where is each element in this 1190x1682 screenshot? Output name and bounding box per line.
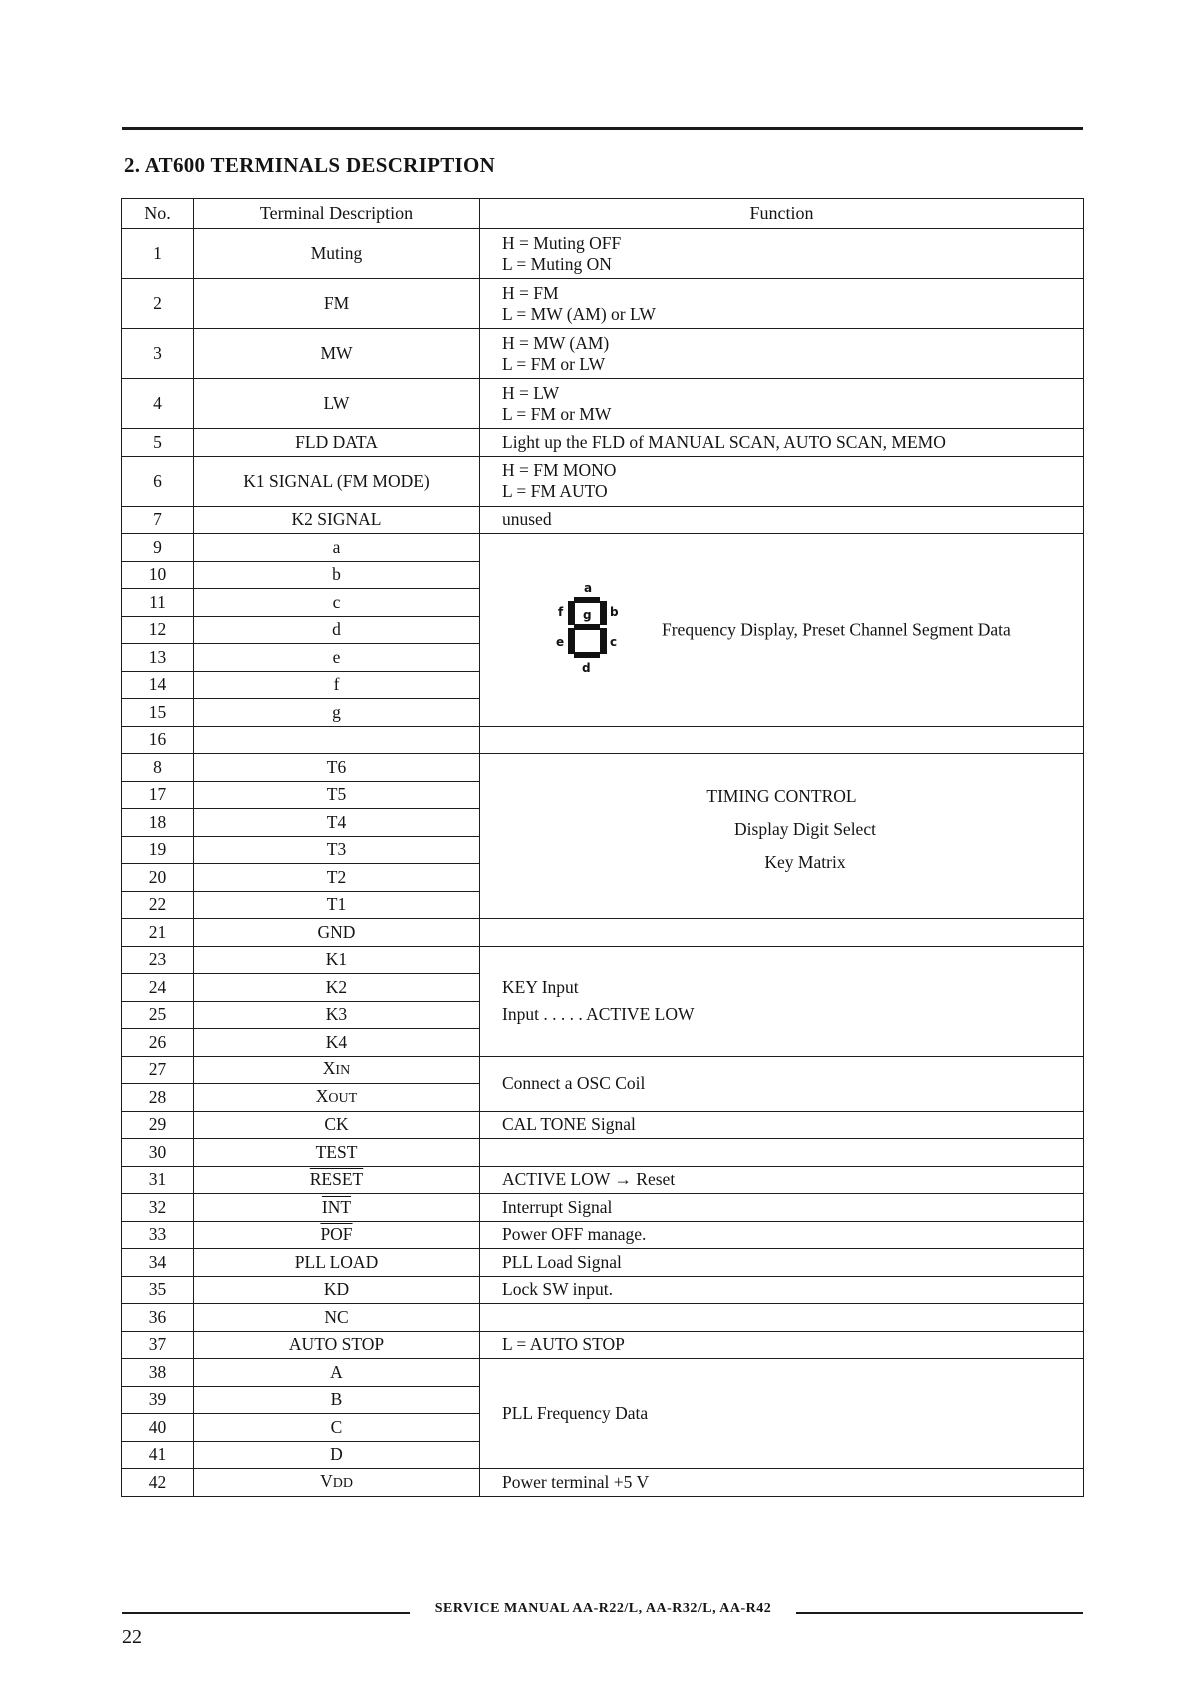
terminal-function: Connect a OSC Coil [480,1056,1084,1111]
terminal-description: FM [194,279,480,329]
terminal-no: 22 [122,891,194,919]
table-row [122,534,1084,562]
footer-rule-left [122,1612,410,1614]
terminal-function: L = AUTO STOP [480,1331,1084,1359]
table-row [122,1304,1084,1332]
terminal-description: B [194,1386,480,1414]
terminal-no: 21 [122,919,194,947]
segment-label-e: e [556,634,565,649]
terminal-function [480,919,1084,947]
function-line: H = FM [502,282,559,303]
table-row [122,456,1084,506]
seven-segment-diagram [540,580,640,680]
terminal-no: 36 [122,1304,194,1332]
terminal-description: KD [194,1276,480,1304]
terminal-no: 37 [122,1331,194,1359]
desc-sub: DD [332,1475,353,1491]
terminal-description: LW [194,379,480,429]
desc-sub: OUT [328,1090,358,1106]
function-line: H = LW [502,382,560,403]
terminal-no: 30 [122,1139,194,1167]
function-line: H = MW (AM) [502,332,610,353]
terminal-no: 26 [122,1029,194,1057]
table-row [122,754,1084,782]
segment-function-cell [480,534,1084,727]
function-line: H = FM MONO [502,460,617,480]
terminal-function: Power OFF manage. [480,1221,1084,1249]
terminal-no: 24 [122,974,194,1002]
footer-rule-right [796,1612,1083,1614]
segment-label-d: d [582,660,591,675]
seven-segment-icon [540,580,640,680]
function-line: L = FM or LW [502,353,606,374]
terminal-no: 34 [122,1249,194,1277]
overlined-description: $\overline{INT}$ [321,1196,352,1217]
terminal-description: c [194,589,480,617]
table-row [122,1111,1084,1139]
terminal-function: unused [480,506,1084,534]
terminal-function: Lock SW input. [480,1276,1084,1304]
terminal-no: 38 [122,1359,194,1387]
terminal-description: K1 SIGNAL (FM MODE) [194,456,480,506]
terminal-function [480,456,1084,506]
terminal-function [480,1139,1084,1167]
table-row [122,1194,1084,1222]
desc-sub: IN [335,1063,351,1079]
desc-main: X [315,1085,329,1106]
terminal-function: Light up the FLD of MANUAL SCAN, AUTO SCAN, MEMO [480,429,1084,457]
table-row [122,1139,1084,1167]
terminal-description [194,1084,480,1112]
terminal-no: 16 [122,726,194,754]
terminal-no: 27 [122,1056,194,1084]
terminal-description: CK [194,1111,480,1139]
terminal-no: 14 [122,671,194,699]
timing-title: TIMING CONTROL [706,786,857,806]
terminal-no: 7 [122,506,194,534]
terminal-function: CAL TONE Signal [480,1111,1084,1139]
terminal-no: 15 [122,699,194,727]
timing-function-cell [480,754,1084,919]
table-row [122,726,1084,754]
terminal-function [480,379,1084,429]
table-row [122,279,1084,329]
terminal-function: Power terminal +5 V [480,1469,1084,1497]
table-row [122,429,1084,457]
table-row [122,229,1084,279]
table-row [122,1331,1084,1359]
terminal-no: 19 [122,836,194,864]
terminal-description: f [194,671,480,699]
table-row [122,506,1084,534]
terminal-description: D [194,1441,480,1469]
function-line: L = MW (AM) or LW [502,303,656,324]
terminal-description: T5 [194,781,480,809]
terminal-no: 31 [122,1166,194,1194]
terminal-description: T6 [194,754,480,782]
terminal-description [194,1166,480,1194]
terminal-no: 40 [122,1414,194,1442]
overlined-description: $\overline{POF}$ [320,1224,353,1245]
terminal-description: NC [194,1304,480,1332]
terminal-no: 20 [122,864,194,892]
terminal-no: 33 [122,1221,194,1249]
page-number: 22 [122,1626,142,1648]
terminal-description: MW [194,329,480,379]
terminal-description: K1 [194,946,480,974]
terminal-function [480,1304,1084,1332]
table-row [122,919,1084,947]
function-line: Input . . . . . ACTIVE LOW [502,1004,695,1024]
terminal-description: T4 [194,809,480,837]
column-header-terminal-description: Terminal Description [194,199,480,229]
terminal-no: 29 [122,1111,194,1139]
terminal-description: Muting [194,229,480,279]
table-row [122,1249,1084,1277]
terminal-description: a [194,534,480,562]
terminal-no: 41 [122,1441,194,1469]
function-line: H = Muting OFF [502,232,622,253]
segment-label-b: b [610,604,619,619]
terminal-description: FLD DATA [194,429,480,457]
terminal-function [480,726,1084,754]
function-line: KEY Input [502,977,579,997]
timing-line: Key Matrix [764,852,846,872]
desc-main: X [322,1058,336,1079]
terminal-description: A [194,1359,480,1387]
terminal-description [194,1469,480,1497]
terminal-no: 9 [122,534,194,562]
terminal-description: C [194,1414,480,1442]
terminal-no: 1 [122,229,194,279]
terminal-function [480,329,1084,379]
terminal-no: 13 [122,644,194,672]
terminal-function [480,279,1084,329]
terminals-table [121,198,1084,1497]
terminal-no: 12 [122,616,194,644]
segment-function-text: Frequency Display, Preset Channel Segment Data [662,619,1011,640]
terminal-no: 28 [122,1084,194,1112]
terminal-no: 3 [122,329,194,379]
table-row [122,379,1084,429]
terminal-description: T3 [194,836,480,864]
terminal-no: 42 [122,1469,194,1497]
table-row [122,1469,1084,1497]
terminal-no: 35 [122,1276,194,1304]
segment-label-a: a [584,580,593,595]
overlined-description: RESET [309,1169,364,1190]
terminal-no: 39 [122,1386,194,1414]
table-row [122,1166,1084,1194]
terminal-no: 18 [122,809,194,837]
terminal-no: 11 [122,589,194,617]
table-row [122,1056,1084,1084]
terminal-description: K3 [194,1001,480,1029]
table-header-row [122,199,1084,229]
terminal-description: b [194,561,480,589]
terminal-no: 25 [122,1001,194,1029]
function-line: L = Muting ON [502,253,612,274]
footer-text: SERVICE MANUAL AA-R22/L, AA-R32/L, AA-R42 [434,1601,772,1616]
terminal-description: K2 [194,974,480,1002]
segment-label-g: g [583,607,592,622]
section-heading: 2. AT600 TERMINALS DESCRIPTION [124,153,496,177]
table-row [122,1276,1084,1304]
terminal-description [194,726,480,754]
timing-line: Display Digit Select [734,819,876,839]
terminal-description: T1 [194,891,480,919]
terminal-function: ACTIVE LOW → Reset [480,1166,1084,1194]
table-row [122,1221,1084,1249]
terminal-description [194,1221,480,1249]
terminal-no: 6 [122,456,194,506]
terminal-description: e [194,644,480,672]
terminal-description [194,1056,480,1084]
column-header-function: Function [480,199,1084,229]
terminal-description: T2 [194,864,480,892]
terminal-function: Interrupt Signal [480,1194,1084,1222]
terminal-description: GND [194,919,480,947]
terminal-description [194,1194,480,1222]
column-header-no: No. [122,199,194,229]
key-function-cell [480,946,1084,1056]
terminal-no: 23 [122,946,194,974]
terminal-function: PLL Frequency Data [480,1359,1084,1469]
terminal-no: 4 [122,379,194,429]
table-row [122,1359,1084,1387]
terminal-description: g [194,699,480,727]
terminal-description: AUTO STOP [194,1331,480,1359]
terminal-no: 10 [122,561,194,589]
terminal-no: 8 [122,754,194,782]
table-row [122,946,1084,974]
terminal-description: TEST [194,1139,480,1167]
terminal-no: 2 [122,279,194,329]
function-line: L = FM or MW [502,403,612,424]
terminal-description: K2 SIGNAL [194,506,480,534]
terminal-description: PLL LOAD [194,1249,480,1277]
terminal-function: PLL Load Signal [480,1249,1084,1277]
top-rule [122,127,1083,130]
terminal-description: d [194,616,480,644]
terminal-function [480,229,1084,279]
terminal-no: 32 [122,1194,194,1222]
terminal-no: 17 [122,781,194,809]
terminal-description: K4 [194,1029,480,1057]
segment-label-f: f [558,604,564,619]
terminal-no: 5 [122,429,194,457]
function-line: L = FM AUTO [502,481,608,501]
desc-main: V [320,1470,333,1491]
table-row [122,329,1084,379]
segment-label-c: c [610,634,618,649]
